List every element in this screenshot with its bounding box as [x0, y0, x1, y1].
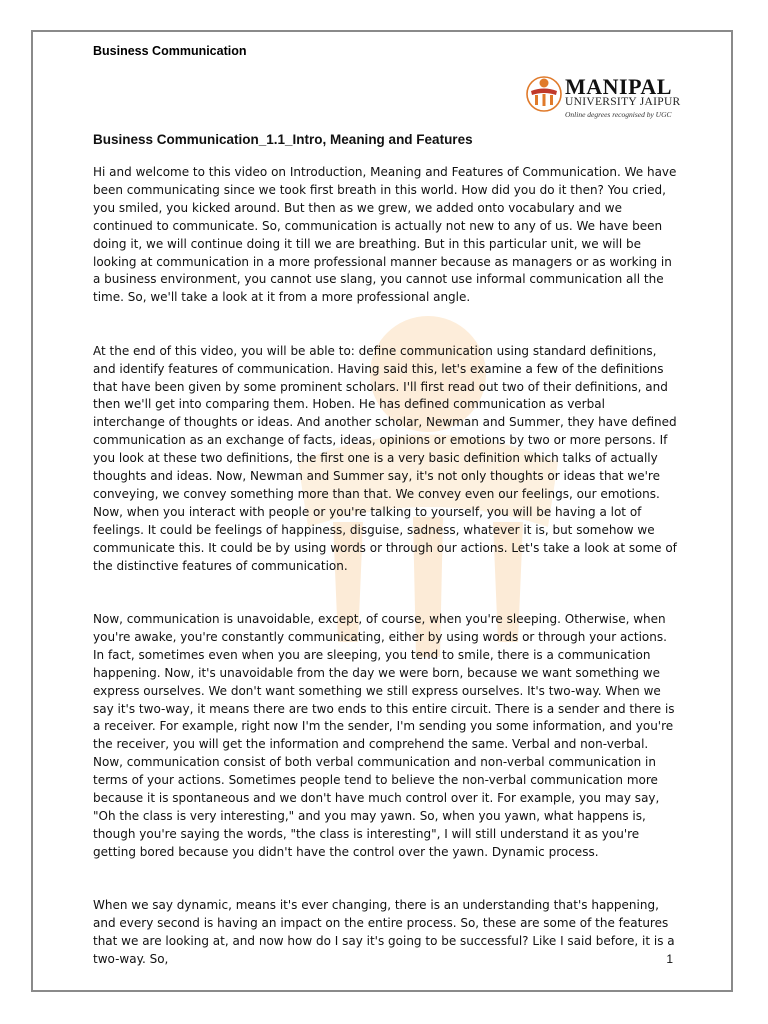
- header-label: Business Communication: [93, 44, 247, 58]
- logo-name: MANIPAL: [565, 74, 672, 99]
- document-body: [93, 164, 678, 992]
- logo-tagline: Online degrees recognised by UGC: [565, 110, 672, 119]
- document-title: Business Communication_1.1_Intro, Meaning and Features: [93, 132, 473, 147]
- manipal-emblem-icon: [525, 72, 563, 118]
- paragraph: At the end of this video, you will be able to: define communication using standard definitions, and identify features of communication. Having said this, let's examine a few of the definitions that have been given by some prominent scholars. I'll first read out two of their definitions, and then we'll get into comparing them. Hoben. He has defined communication as verbal interchange of thoughts or ideas. And another scholar, Newman and Summer, they have defined communication as an exchange of facts, ideas, opinions or emotions by two or more persons. If you look at these two definitions, the first one is a very basic definition which talks of actually thoughts and ideas. Now, Newman and Summer say, it's not only thoughts or ideas that we're conveying, we convey something more than that. We convey even our feelings, our emotions. Now, when you interact with people or you're talking to yourself, you will be having a lot of feelings. It could be feelings of happiness, disguise, sadness, whatever it is, but somehow we communicate this. It could be by using words or through our actions. Let's take a look at some of the distinctive features of communication.: [93, 343, 677, 573]
- university-logo: [525, 72, 681, 122]
- paragraph: When we say dynamic, means it's ever changing, there is an understanding that's happening, and every second is having an impact on the entire process. So, these are some of the features that we are looking at, and now how do I say it's going to be successful? Like I said before, it is a two-way. So,: [93, 898, 675, 966]
- page-number: 1: [666, 952, 673, 966]
- document-page: [31, 30, 733, 992]
- logo-subtitle: UNIVERSITY JAIPUR: [565, 96, 681, 108]
- paragraph: Hi and welcome to this video on Introduction, Meaning and Features of Communication. We have been communicating since we took first breath in this world. How did you do it then? You cried, you smiled, you kicked around. But then as we grew, we added onto vocabulary and we continued to communicate. So, communication is actually not new to any of us. We have been doing it, we will continue doing it till we are breathing. But in this particular unit, we will be looking at communication in a more professional manner because as managers or as working in a business environment, you cannot use slang, you cannot use informal communication all the time. So, we'll take a look at it from a more professional angle.: [93, 165, 677, 305]
- paragraph: Now, communication is unavoidable, except, of course, when you're sleeping. Otherwise, when you're awake, you're constantly communicating, either by using words or through your actions. In fact, sometimes even when you are sleeping, you tend to smile, there is a communication happening. Now, it's unavoidable from the day we were born, because we want something we express ourselves. We don't want something we still express ourselves. It's two-way. When we say it's two-way, it means there are two ends to this entire circuit. There is a sender and there is a receiver. For example, right now I'm the sender, I'm sending you some information, and you're the receiver, you will get the information and comprehend the same. Verbal and non-verbal. Now, communication consist of both verbal communication and non-verbal communication in terms of your actions. Sometimes people tend to believe the non-verbal communication more because it is spontaneous and we don't have much control over it. For example, you may say, "Oh the class is very interesting," and you may yawn. So, when you yawn, what happens is, though you're saying the words, "the class is interesting", I will still understand it as you're getting bored because you didn't have the control over the yawn. Dynamic process.: [93, 612, 675, 859]
